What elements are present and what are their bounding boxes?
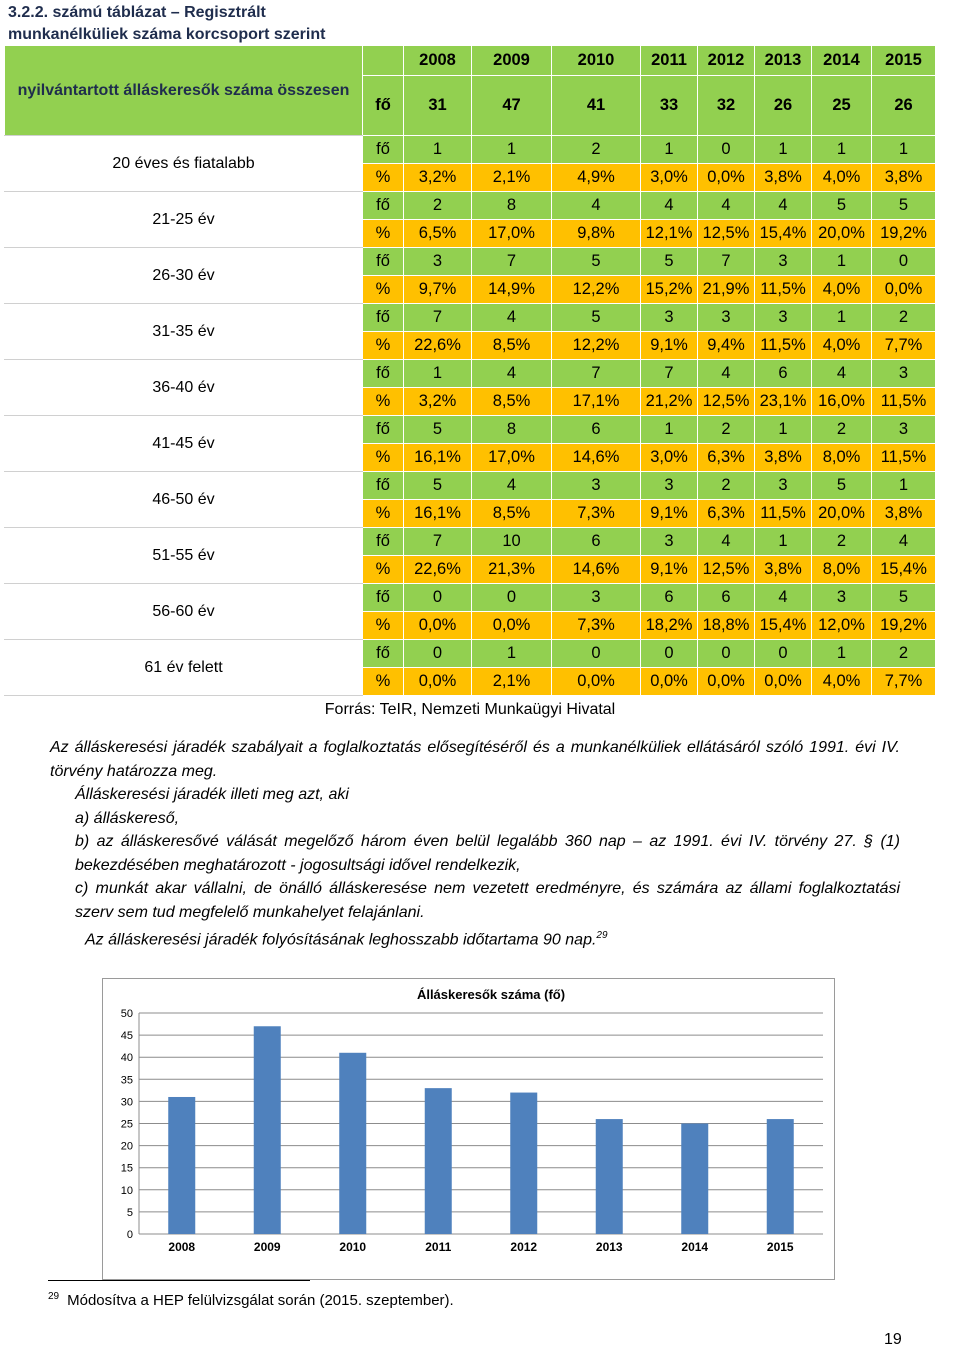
group-count-row [5, 192, 936, 220]
pct-cell: 22,6% [404, 556, 472, 584]
pct-cell: 4,0% [812, 332, 872, 360]
pct-cell: 15,4% [755, 612, 812, 640]
paragraph-6-text: Az álláskeresési járadék folyósításának leghosszabb időtartama 90 nap. [85, 931, 597, 949]
pct-cell: 6,5% [404, 220, 472, 248]
pct-cell: 12,2% [552, 276, 641, 304]
count-cell: 3 [641, 472, 698, 500]
age-group-label: 51-55 év [5, 528, 363, 584]
count-cell: 3 [755, 304, 812, 332]
pct-cell: 0,0% [698, 668, 755, 696]
pct-cell: 21,2% [641, 388, 698, 416]
pct-cell: 3,8% [872, 164, 936, 192]
pct-cell: 4,0% [812, 668, 872, 696]
count-cell: 1 [472, 136, 552, 164]
pct-cell: 9,8% [552, 220, 641, 248]
group-count-row [5, 640, 936, 668]
x-tick-label: 2010 [339, 1240, 367, 1254]
count-cell: 1 [872, 472, 936, 500]
pct-cell: 12,5% [698, 556, 755, 584]
pct-cell: 21,9% [698, 276, 755, 304]
count-cell: 1 [641, 136, 698, 164]
count-cell: 1 [755, 136, 812, 164]
pct-cell: 0,0% [872, 276, 936, 304]
count-cell: 4 [698, 360, 755, 388]
count-cell: 6 [698, 584, 755, 612]
pct-cell: 21,3% [472, 556, 552, 584]
pct-cell: 15,2% [641, 276, 698, 304]
pct-cell: 9,1% [641, 332, 698, 360]
count-cell: 1 [755, 416, 812, 444]
count-cell: 2 [698, 416, 755, 444]
count-unit: fő [363, 136, 404, 164]
pct-cell: 12,5% [698, 220, 755, 248]
count-cell: 0 [698, 136, 755, 164]
age-group-label: 56-60 év [5, 584, 363, 640]
age-group-label: 36-40 év [5, 360, 363, 416]
pct-cell: 0,0% [404, 612, 472, 640]
pct-cell: 3,8% [755, 556, 812, 584]
count-cell: 4 [872, 528, 936, 556]
count-cell: 5 [404, 472, 472, 500]
pct-cell: 22,6% [404, 332, 472, 360]
pct-cell: 4,9% [552, 164, 641, 192]
y-tick-label: 35 [120, 1074, 133, 1087]
header-blank-cell [363, 46, 404, 76]
pct-cell: 3,0% [641, 444, 698, 472]
header-row [5, 46, 936, 76]
count-cell: 7 [641, 360, 698, 388]
count-cell: 1 [641, 416, 698, 444]
pct-cell: 3,8% [755, 164, 812, 192]
pct-cell: 3,2% [404, 164, 472, 192]
y-tick-label: 15 [120, 1162, 133, 1175]
pct-cell: 3,8% [755, 444, 812, 472]
pct-cell: 0,0% [552, 668, 641, 696]
pct-unit: % [363, 220, 404, 248]
pct-unit: % [363, 444, 404, 472]
count-cell: 5 [552, 304, 641, 332]
bar [254, 1026, 281, 1234]
count-cell: 1 [404, 360, 472, 388]
x-tick-label: 2013 [595, 1240, 623, 1254]
year-header: 2010 [552, 46, 641, 76]
pct-cell: 0,0% [755, 668, 812, 696]
count-cell: 3 [812, 584, 872, 612]
count-cell: 7 [552, 360, 641, 388]
pct-cell: 17,1% [552, 388, 641, 416]
y-tick-label: 45 [120, 1030, 133, 1043]
pct-cell: 6,3% [698, 444, 755, 472]
footnote-ref: 29 [596, 930, 608, 941]
count-cell: 1 [812, 304, 872, 332]
age-group-label: 41-45 év [5, 416, 363, 472]
pct-cell: 19,2% [872, 612, 936, 640]
x-tick-label: 2011 [425, 1240, 452, 1254]
paragraph-6 [50, 924, 900, 952]
count-cell: 0 [472, 584, 552, 612]
title-line-2: munkanélküliek száma korcsoport szerint [8, 26, 326, 43]
count-cell: 2 [872, 304, 936, 332]
pct-cell: 12,2% [552, 332, 641, 360]
count-unit: fő [363, 584, 404, 612]
y-tick-label: 50 [120, 1008, 133, 1020]
pct-cell: 7,7% [872, 332, 936, 360]
pct-unit: % [363, 164, 404, 192]
pct-cell: 16,0% [812, 388, 872, 416]
x-tick-label: 2009 [253, 1240, 281, 1254]
pct-cell: 11,5% [872, 444, 936, 472]
pct-cell: 23,1% [755, 388, 812, 416]
year-header: 2011 [641, 46, 698, 76]
count-cell: 7 [698, 248, 755, 276]
count-cell: 3 [404, 248, 472, 276]
count-cell: 5 [812, 472, 872, 500]
count-cell: 3 [641, 528, 698, 556]
pct-cell: 11,5% [872, 388, 936, 416]
pct-unit: % [363, 556, 404, 584]
count-unit: fő [363, 248, 404, 276]
pct-cell: 8,0% [812, 444, 872, 472]
year-header: 2012 [698, 46, 755, 76]
count-cell: 4 [812, 360, 872, 388]
y-tick-label: 10 [120, 1184, 133, 1197]
pct-cell: 3,0% [641, 164, 698, 192]
group-count-row [5, 304, 936, 332]
age-group-label: 20 éves és fiatalabb [5, 136, 363, 192]
count-cell: 8 [472, 416, 552, 444]
paragraph-2: Álláskeresési járadék illeti meg azt, aki [75, 786, 349, 803]
pct-cell: 18,2% [641, 612, 698, 640]
pct-unit: % [363, 388, 404, 416]
count-cell: 7 [404, 304, 472, 332]
count-cell: 7 [404, 528, 472, 556]
y-tick-label: 30 [120, 1096, 133, 1109]
count-cell: 3 [698, 304, 755, 332]
count-cell: 5 [872, 192, 936, 220]
count-cell: 0 [872, 248, 936, 276]
total-label: nyilvántartott álláskeresők száma összesen [5, 46, 363, 136]
total-value: 31 [404, 76, 472, 136]
pct-unit: % [363, 668, 404, 696]
title-line-1: 3.2.2. számú táblázat – Regisztrált [8, 4, 266, 21]
pct-cell: 16,1% [404, 500, 472, 528]
count-cell: 1 [872, 136, 936, 164]
year-header: 2013 [755, 46, 812, 76]
bar [767, 1119, 794, 1234]
y-tick-label: 20 [120, 1140, 133, 1153]
jobseekers-age-table [4, 45, 936, 724]
pct-cell: 15,4% [872, 556, 936, 584]
footnote-number: 29 [48, 1291, 60, 1302]
pct-cell: 16,1% [404, 444, 472, 472]
chart-title: Álláskeresők száma (fő) [416, 987, 566, 1002]
count-cell: 1 [812, 136, 872, 164]
page-number: 19 [884, 1331, 902, 1348]
count-cell: 10 [472, 528, 552, 556]
count-unit: fő [363, 472, 404, 500]
pct-cell: 14,6% [552, 556, 641, 584]
pct-cell: 4,0% [812, 276, 872, 304]
y-tick-label: 0 [126, 1229, 133, 1241]
count-unit: fő [363, 304, 404, 332]
count-unit: fő [363, 416, 404, 444]
pct-cell: 11,5% [755, 500, 812, 528]
footnote-text: Módosítva a HEP felülvizsgálat során (2015. szeptember). [67, 1292, 454, 1309]
pct-cell: 0,0% [404, 668, 472, 696]
pct-cell: 7,7% [872, 668, 936, 696]
pct-cell: 19,2% [872, 220, 936, 248]
year-header: 2008 [404, 46, 472, 76]
count-cell: 2 [552, 136, 641, 164]
pct-cell: 0,0% [641, 668, 698, 696]
count-cell: 4 [472, 304, 552, 332]
pct-cell: 9,1% [641, 500, 698, 528]
footnote [48, 1291, 454, 1309]
pct-cell: 14,9% [472, 276, 552, 304]
pct-cell: 17,0% [472, 444, 552, 472]
count-cell: 3 [872, 416, 936, 444]
count-cell: 5 [641, 248, 698, 276]
count-cell: 4 [472, 360, 552, 388]
count-cell: 2 [698, 472, 755, 500]
count-cell: 4 [472, 472, 552, 500]
chart-svg [103, 979, 834, 1279]
group-count-row [5, 360, 936, 388]
total-value: 25 [812, 76, 872, 136]
age-group-label: 61 év felett [5, 640, 363, 696]
pct-cell: 0,0% [698, 164, 755, 192]
paragraph-1: Az álláskeresési járadék szabályait a foglalkoztatás elősegítéséről és a munkanélküliek ellátásáról szóló 1991. évi IV. törvény határozza meg. [50, 739, 900, 780]
pct-cell: 20,0% [812, 500, 872, 528]
count-cell: 3 [552, 472, 641, 500]
count-cell: 6 [552, 416, 641, 444]
pct-cell: 8,5% [472, 388, 552, 416]
pct-cell: 8,5% [472, 500, 552, 528]
group-count-row [5, 584, 936, 612]
count-cell: 5 [812, 192, 872, 220]
pct-cell: 11,5% [755, 276, 812, 304]
count-cell: 2 [812, 528, 872, 556]
pct-cell: 20,0% [812, 220, 872, 248]
pct-cell: 11,5% [755, 332, 812, 360]
count-cell: 0 [552, 640, 641, 668]
count-cell: 5 [552, 248, 641, 276]
count-cell: 1 [812, 248, 872, 276]
source-note: Forrás: TeIR, Nemzeti Munkaügyi Hivatal [5, 696, 936, 724]
pct-cell: 18,8% [698, 612, 755, 640]
pct-cell: 14,6% [552, 444, 641, 472]
pct-unit: % [363, 332, 404, 360]
count-cell: 6 [755, 360, 812, 388]
count-cell: 3 [755, 472, 812, 500]
count-cell: 1 [472, 640, 552, 668]
pct-cell: 4,0% [812, 164, 872, 192]
group-count-row [5, 136, 936, 164]
y-tick-label: 40 [120, 1052, 133, 1065]
pct-unit: % [363, 276, 404, 304]
count-cell: 0 [755, 640, 812, 668]
pct-cell: 7,3% [552, 500, 641, 528]
bar [339, 1053, 366, 1234]
table-title [8, 2, 353, 46]
count-cell: 4 [698, 528, 755, 556]
footnote-rule [48, 1280, 310, 1281]
total-value: 32 [698, 76, 755, 136]
paragraph-3: a) álláskereső, [75, 809, 180, 827]
count-cell: 3 [641, 304, 698, 332]
count-cell: 5 [404, 416, 472, 444]
total-value: 47 [472, 76, 552, 136]
bar [510, 1093, 537, 1234]
paragraph-5: c) munkát akar vállalni, de önálló álláskeresése nem vezetett eredményre, és számára az állami foglalkoztatási szerv sem tud megfelelő munkahelyet felajánlani. [75, 880, 900, 921]
count-cell: 6 [552, 528, 641, 556]
count-cell: 4 [552, 192, 641, 220]
count-cell: 0 [404, 640, 472, 668]
jobseekers-bar-chart [102, 978, 835, 1280]
pct-cell: 17,0% [472, 220, 552, 248]
count-cell: 0 [404, 584, 472, 612]
pct-unit: % [363, 612, 404, 640]
pct-cell: 15,4% [755, 220, 812, 248]
pct-cell: 12,1% [641, 220, 698, 248]
group-count-row [5, 416, 936, 444]
pct-cell: 9,7% [404, 276, 472, 304]
pct-cell: 9,4% [698, 332, 755, 360]
pct-cell: 12,5% [698, 388, 755, 416]
group-count-row [5, 248, 936, 276]
bar [681, 1124, 708, 1235]
pct-cell: 0,0% [472, 612, 552, 640]
count-unit: fő [363, 192, 404, 220]
count-cell: 2 [872, 640, 936, 668]
count-cell: 0 [698, 640, 755, 668]
pct-cell: 3,8% [872, 500, 936, 528]
source-row [5, 696, 936, 724]
count-cell: 3 [872, 360, 936, 388]
age-group-label: 26-30 év [5, 248, 363, 304]
pct-unit: % [363, 500, 404, 528]
count-cell: 3 [755, 248, 812, 276]
pct-cell: 8,5% [472, 332, 552, 360]
x-tick-label: 2015 [766, 1240, 794, 1254]
y-tick-label: 25 [120, 1118, 133, 1131]
pct-cell: 8,0% [812, 556, 872, 584]
count-cell: 0 [641, 640, 698, 668]
year-header: 2014 [812, 46, 872, 76]
pct-cell: 9,1% [641, 556, 698, 584]
pct-cell: 2,1% [472, 668, 552, 696]
count-cell: 4 [698, 192, 755, 220]
paragraph-4: b) az álláskeresővé válását megelőző három éven belül legalább 360 nap – az 1991. évi IV. törvény 27. § (1) bekezdésében meghatározott - jogosultsági idővel rendelkezik, [75, 833, 900, 874]
group-count-row [5, 528, 936, 556]
count-cell: 2 [404, 192, 472, 220]
age-group-label: 21-25 év [5, 192, 363, 248]
count-cell: 4 [755, 192, 812, 220]
count-cell: 4 [755, 584, 812, 612]
count-cell: 4 [641, 192, 698, 220]
pct-cell: 2,1% [472, 164, 552, 192]
count-cell: 2 [812, 416, 872, 444]
count-cell: 1 [755, 528, 812, 556]
total-unit: fő [363, 76, 404, 136]
y-tick-label: 5 [126, 1206, 133, 1219]
x-tick-label: 2008 [168, 1240, 196, 1254]
bar [596, 1119, 623, 1234]
bar [168, 1097, 195, 1234]
count-cell: 1 [404, 136, 472, 164]
count-unit: fő [363, 640, 404, 668]
body-text [50, 736, 900, 952]
x-tick-label: 2014 [681, 1240, 709, 1254]
count-cell: 8 [472, 192, 552, 220]
total-value: 26 [755, 76, 812, 136]
pct-cell: 6,3% [698, 500, 755, 528]
age-group-label: 46-50 év [5, 472, 363, 528]
pct-cell: 12,0% [812, 612, 872, 640]
total-value: 41 [552, 76, 641, 136]
count-unit: fő [363, 528, 404, 556]
bar [425, 1088, 452, 1234]
pct-cell: 7,3% [552, 612, 641, 640]
year-header: 2015 [872, 46, 936, 76]
x-tick-label: 2012 [510, 1240, 538, 1254]
total-value: 26 [872, 76, 936, 136]
count-cell: 6 [641, 584, 698, 612]
group-count-row [5, 472, 936, 500]
count-cell: 7 [472, 248, 552, 276]
age-group-label: 31-35 év [5, 304, 363, 360]
year-header: 2009 [472, 46, 552, 76]
count-unit: fő [363, 360, 404, 388]
count-cell: 1 [812, 640, 872, 668]
pct-cell: 3,2% [404, 388, 472, 416]
total-value: 33 [641, 76, 698, 136]
count-cell: 3 [552, 584, 641, 612]
count-cell: 5 [872, 584, 936, 612]
